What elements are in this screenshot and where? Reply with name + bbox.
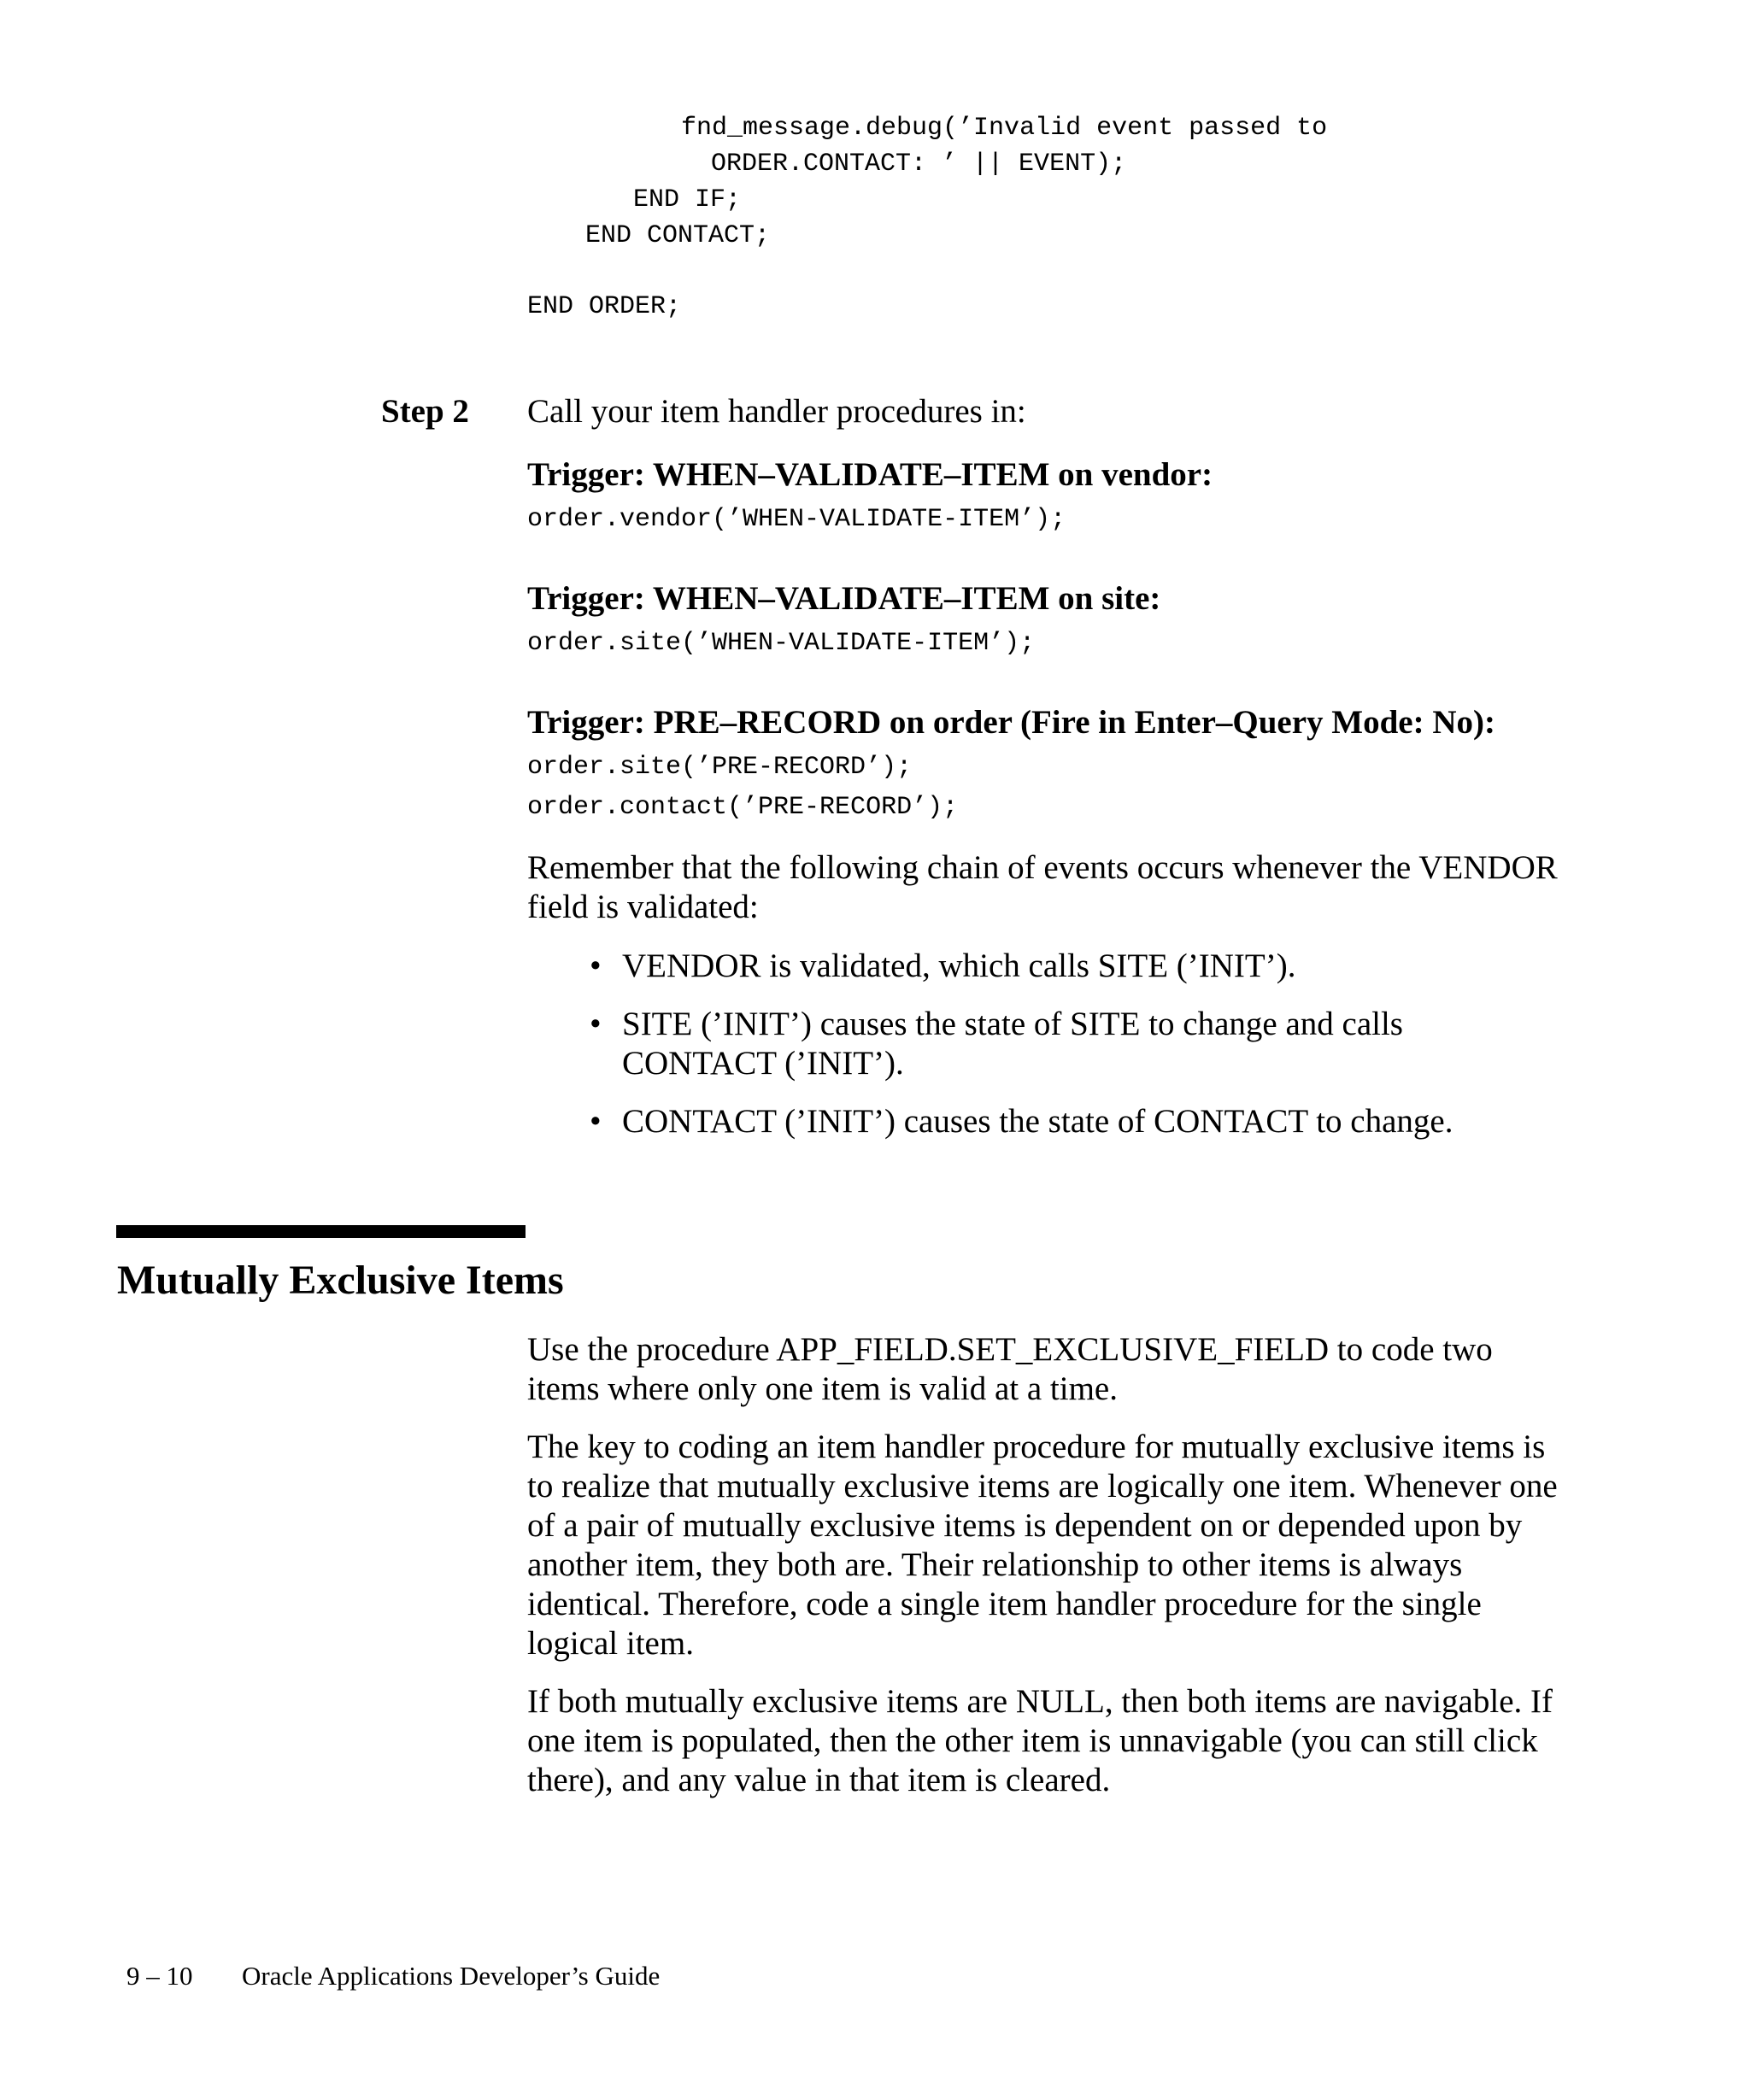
list-item-text: VENDOR is validated, which calls SITE (’INIT’).	[622, 947, 1296, 984]
trigger-heading: Trigger: PRE–RECORD on order (Fire in Enter–Query Mode: No):	[527, 704, 1495, 741]
bullet-icon: •	[590, 1103, 602, 1140]
bullet-icon: •	[590, 1006, 602, 1042]
list-item-text: CONTACT (’INIT’) causes the state of CONTACT to change.	[622, 1103, 1453, 1140]
section-paragraph: If both mutually exclusive items are NULL, then both items are navigable. If one item is populated, then the other item is unnavigable (you can still click there), and any value in that item is cleared.	[527, 1683, 1553, 1798]
section-paragraph: The key to coding an item handler procedure for mutually exclusive items is to realize that mutually exclusive items are logically one item. Whenever one of a pair of mutually exclusive items is dependent on or depended upon by another item, they both are. Their relationship to other items is always identical. Therefore, code a single item handler procedure for the single logical item.	[527, 1428, 1558, 1662]
remember-paragraph: Remember that the following chain of events occurs whenever the VENDOR field is validated:	[527, 849, 1558, 925]
section-divider	[116, 1225, 526, 1238]
trigger-code: order.site(’PRE-RECORD’);	[527, 753, 913, 782]
page-number: 9 – 10	[126, 1961, 193, 1991]
list-item	[590, 947, 1581, 986]
trigger-code: order.site(’WHEN-VALIDATE-ITEM’);	[527, 629, 1036, 658]
step-label: Step 2	[381, 393, 469, 430]
step-intro: Call your item handler procedures in:	[527, 393, 1026, 430]
code-line: fnd_message.debug(’Invalid event passed to	[681, 114, 1328, 143]
list-item	[590, 1005, 1485, 1083]
trigger-heading: Trigger: WHEN–VALIDATE–ITEM on site:	[527, 580, 1161, 617]
list-item-text: SITE (’INIT’) causes the state of SITE to change and calls CONTACT (’INIT’).	[622, 1006, 1403, 1082]
bullet-icon: •	[590, 947, 602, 984]
code-line: END IF;	[633, 185, 742, 214]
section-paragraph: Use the procedure APP_FIELD.SET_EXCLUSIVE_FIELD to code two items where only one item is valid at a time.	[527, 1331, 1493, 1407]
code-line: END ORDER;	[527, 292, 682, 321]
code-line: ORDER.CONTACT: ’ || EVENT);	[711, 150, 1127, 179]
list-item	[590, 1102, 1581, 1141]
book-title: Oracle Applications Developer’s Guide	[242, 1961, 661, 1991]
code-line: END CONTACT;	[585, 221, 771, 250]
trigger-heading: Trigger: WHEN–VALIDATE–ITEM on vendor:	[527, 456, 1213, 493]
section-title: Mutually Exclusive Items	[117, 1258, 564, 1303]
trigger-code: order.contact(’PRE-RECORD’);	[527, 793, 959, 822]
event-chain-list	[590, 947, 1581, 1160]
trigger-code: order.vendor(’WHEN-VALIDATE-ITEM’);	[527, 505, 1066, 534]
